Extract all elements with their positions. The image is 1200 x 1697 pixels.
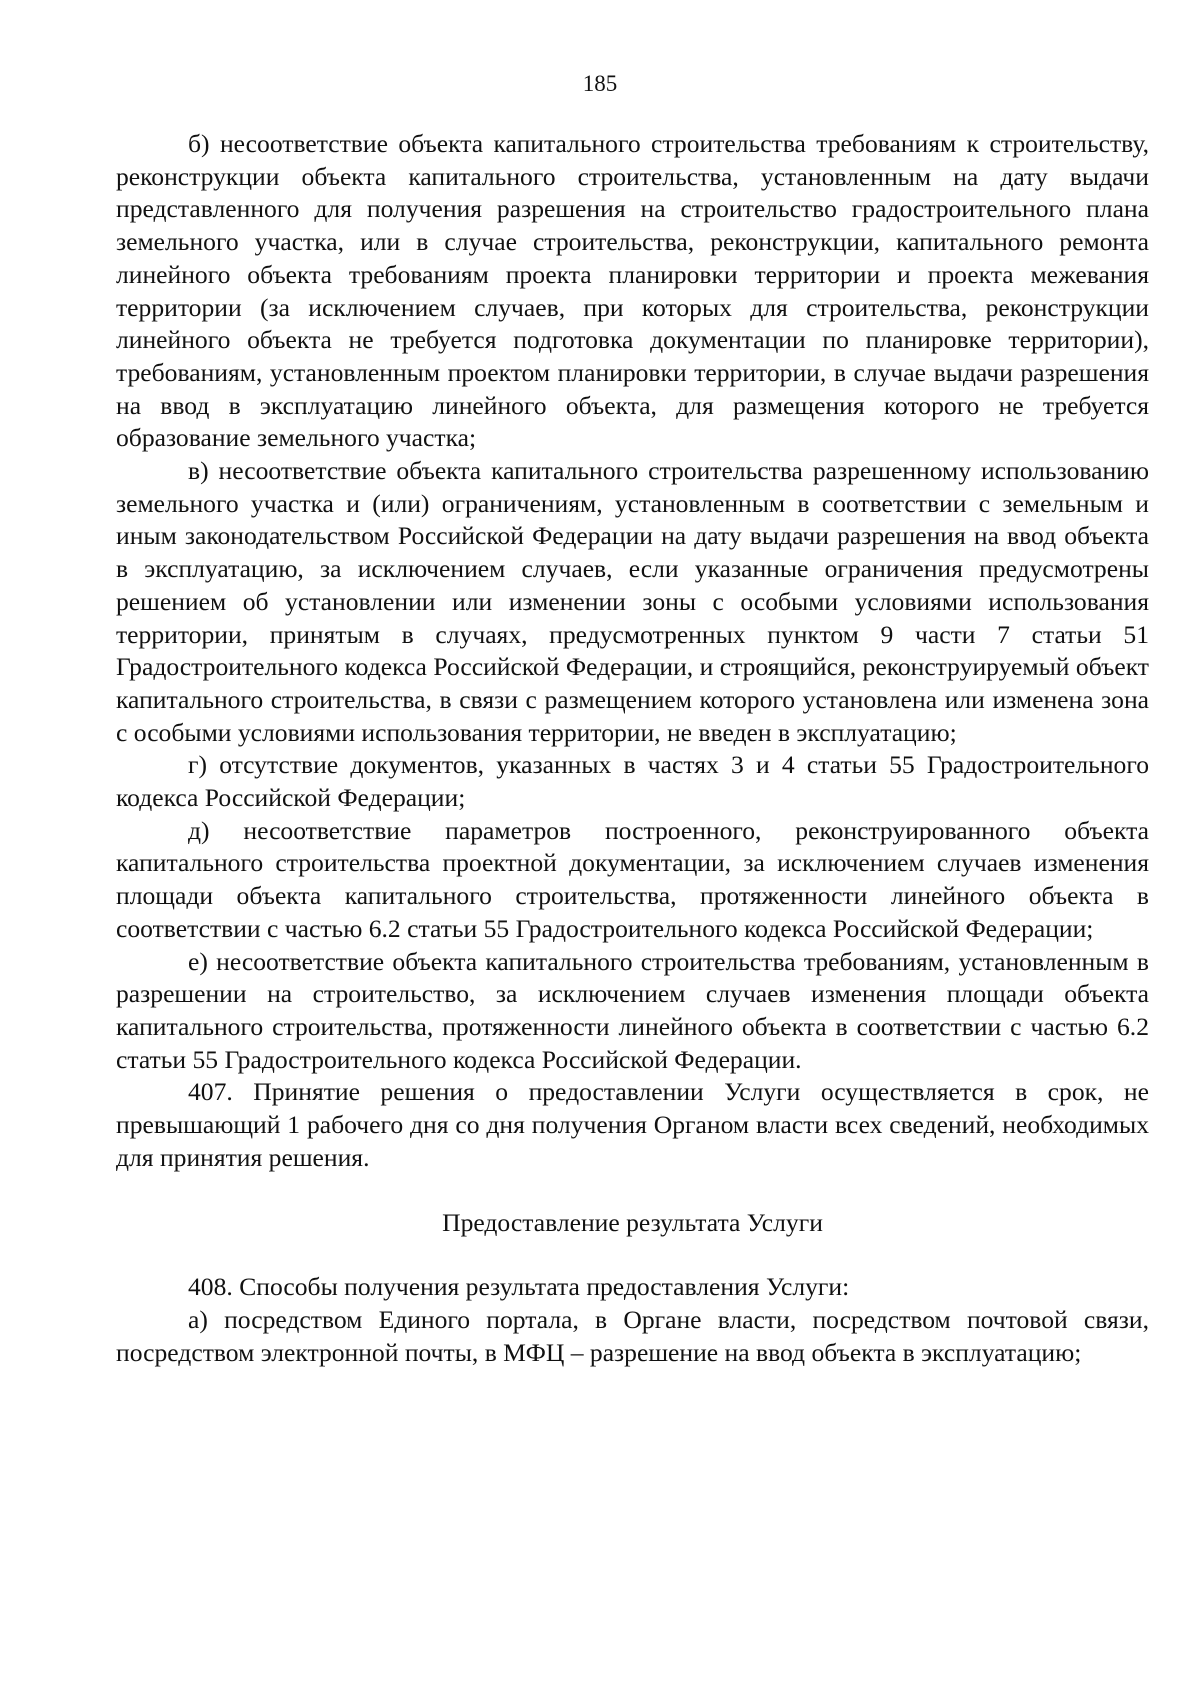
paragraph-item-e: е) несоответствие объекта капитального строительства требованиям, установленным в разрешении на строительство, за исключением случаев изменения площади объекта капитального строительства, протяженности линейного объекта в соответствии с частью 6.2 статьи 55 Градостроительного кодекса Российской Федерации. — [116, 946, 1149, 1074]
section-heading: Предоставление результата Услуги — [442, 1207, 823, 1237]
paragraph-item-g: г) отсутствие документов, указанных в частях 3 и 4 статьи 55 Градостроительного кодекса Российской Федерации; — [116, 750, 1149, 813]
paragraph-407: 407. Принятие решения о предоставлении Услуги осуществляется в срок, не превышающий 1 рабочего дня со дня получения Органом власти всех сведений, необходимых для принятия решения. — [116, 1077, 1149, 1172]
paragraph-item-d: д) несоответствие параметров построенного, реконструированного объекта капитального строительства проектной документации, за исключением случаев изменения площади объекта капитального строительства, протяженности линейного объекта в соответствии с частью 6.2 статьи 55 Градостроительного кодекса Российской Федерации; — [116, 815, 1149, 943]
paragraph-item-v: в) несоответствие объекта капитального строительства разрешенному использованию земельного участка и (или) ограничениям, установленным в соответствии с земельным и иным законодательством Российской Федерации на дату выдачи разрешения на ввод объекта в эксплуатацию, за исключением случаев, если указанные ограничения предусмотрены решением об установлении или изменении зоны с особыми условиями использования территории, принятым в случаях, предусмотренных пунктом 9 части 7 статьи 51 Градостроительного кодекса Российской Федерации, и строящийся, реконструируемый объект капитального строительства, в связи с размещением которого установлена или изменена зона с особыми условиями использования территории, не введен в эксплуатацию; — [116, 456, 1149, 747]
page-number: 185 — [582, 71, 618, 96]
paragraph-408-item-a: а) посредством Единого портала, в Органе власти, посредством почтовой связи, посредством электронной почты, в МФЦ – разрешение на ввод объекта в эксплуатацию; — [116, 1304, 1149, 1367]
document-body — [116, 128, 1149, 1369]
paragraph-item-b: б) несоответствие объекта капитального строительства требованиям к строительству, реконструкции объекта капитального строительства, установленным на дату выдачи представленного для получения разрешения на строительство градостроительного плана земельного участка, или в случае строительства, реконструкции, капитального ремонта линейного объекта требованиям проекта планировки территории и проекта межевания территории (за исключением случаев, при которых для строительства, реконструкции линейного объекта не требуется подготовка документации по планировке территории), требованиям, установленным проектом планировки территории, в случае выдачи разрешения на ввод в эксплуатацию линейного объекта, для размещения которого не требуется образование земельного участка; — [116, 129, 1149, 453]
paragraph-408: 408. Способы получения результата предоставления Услуги: — [188, 1272, 850, 1302]
